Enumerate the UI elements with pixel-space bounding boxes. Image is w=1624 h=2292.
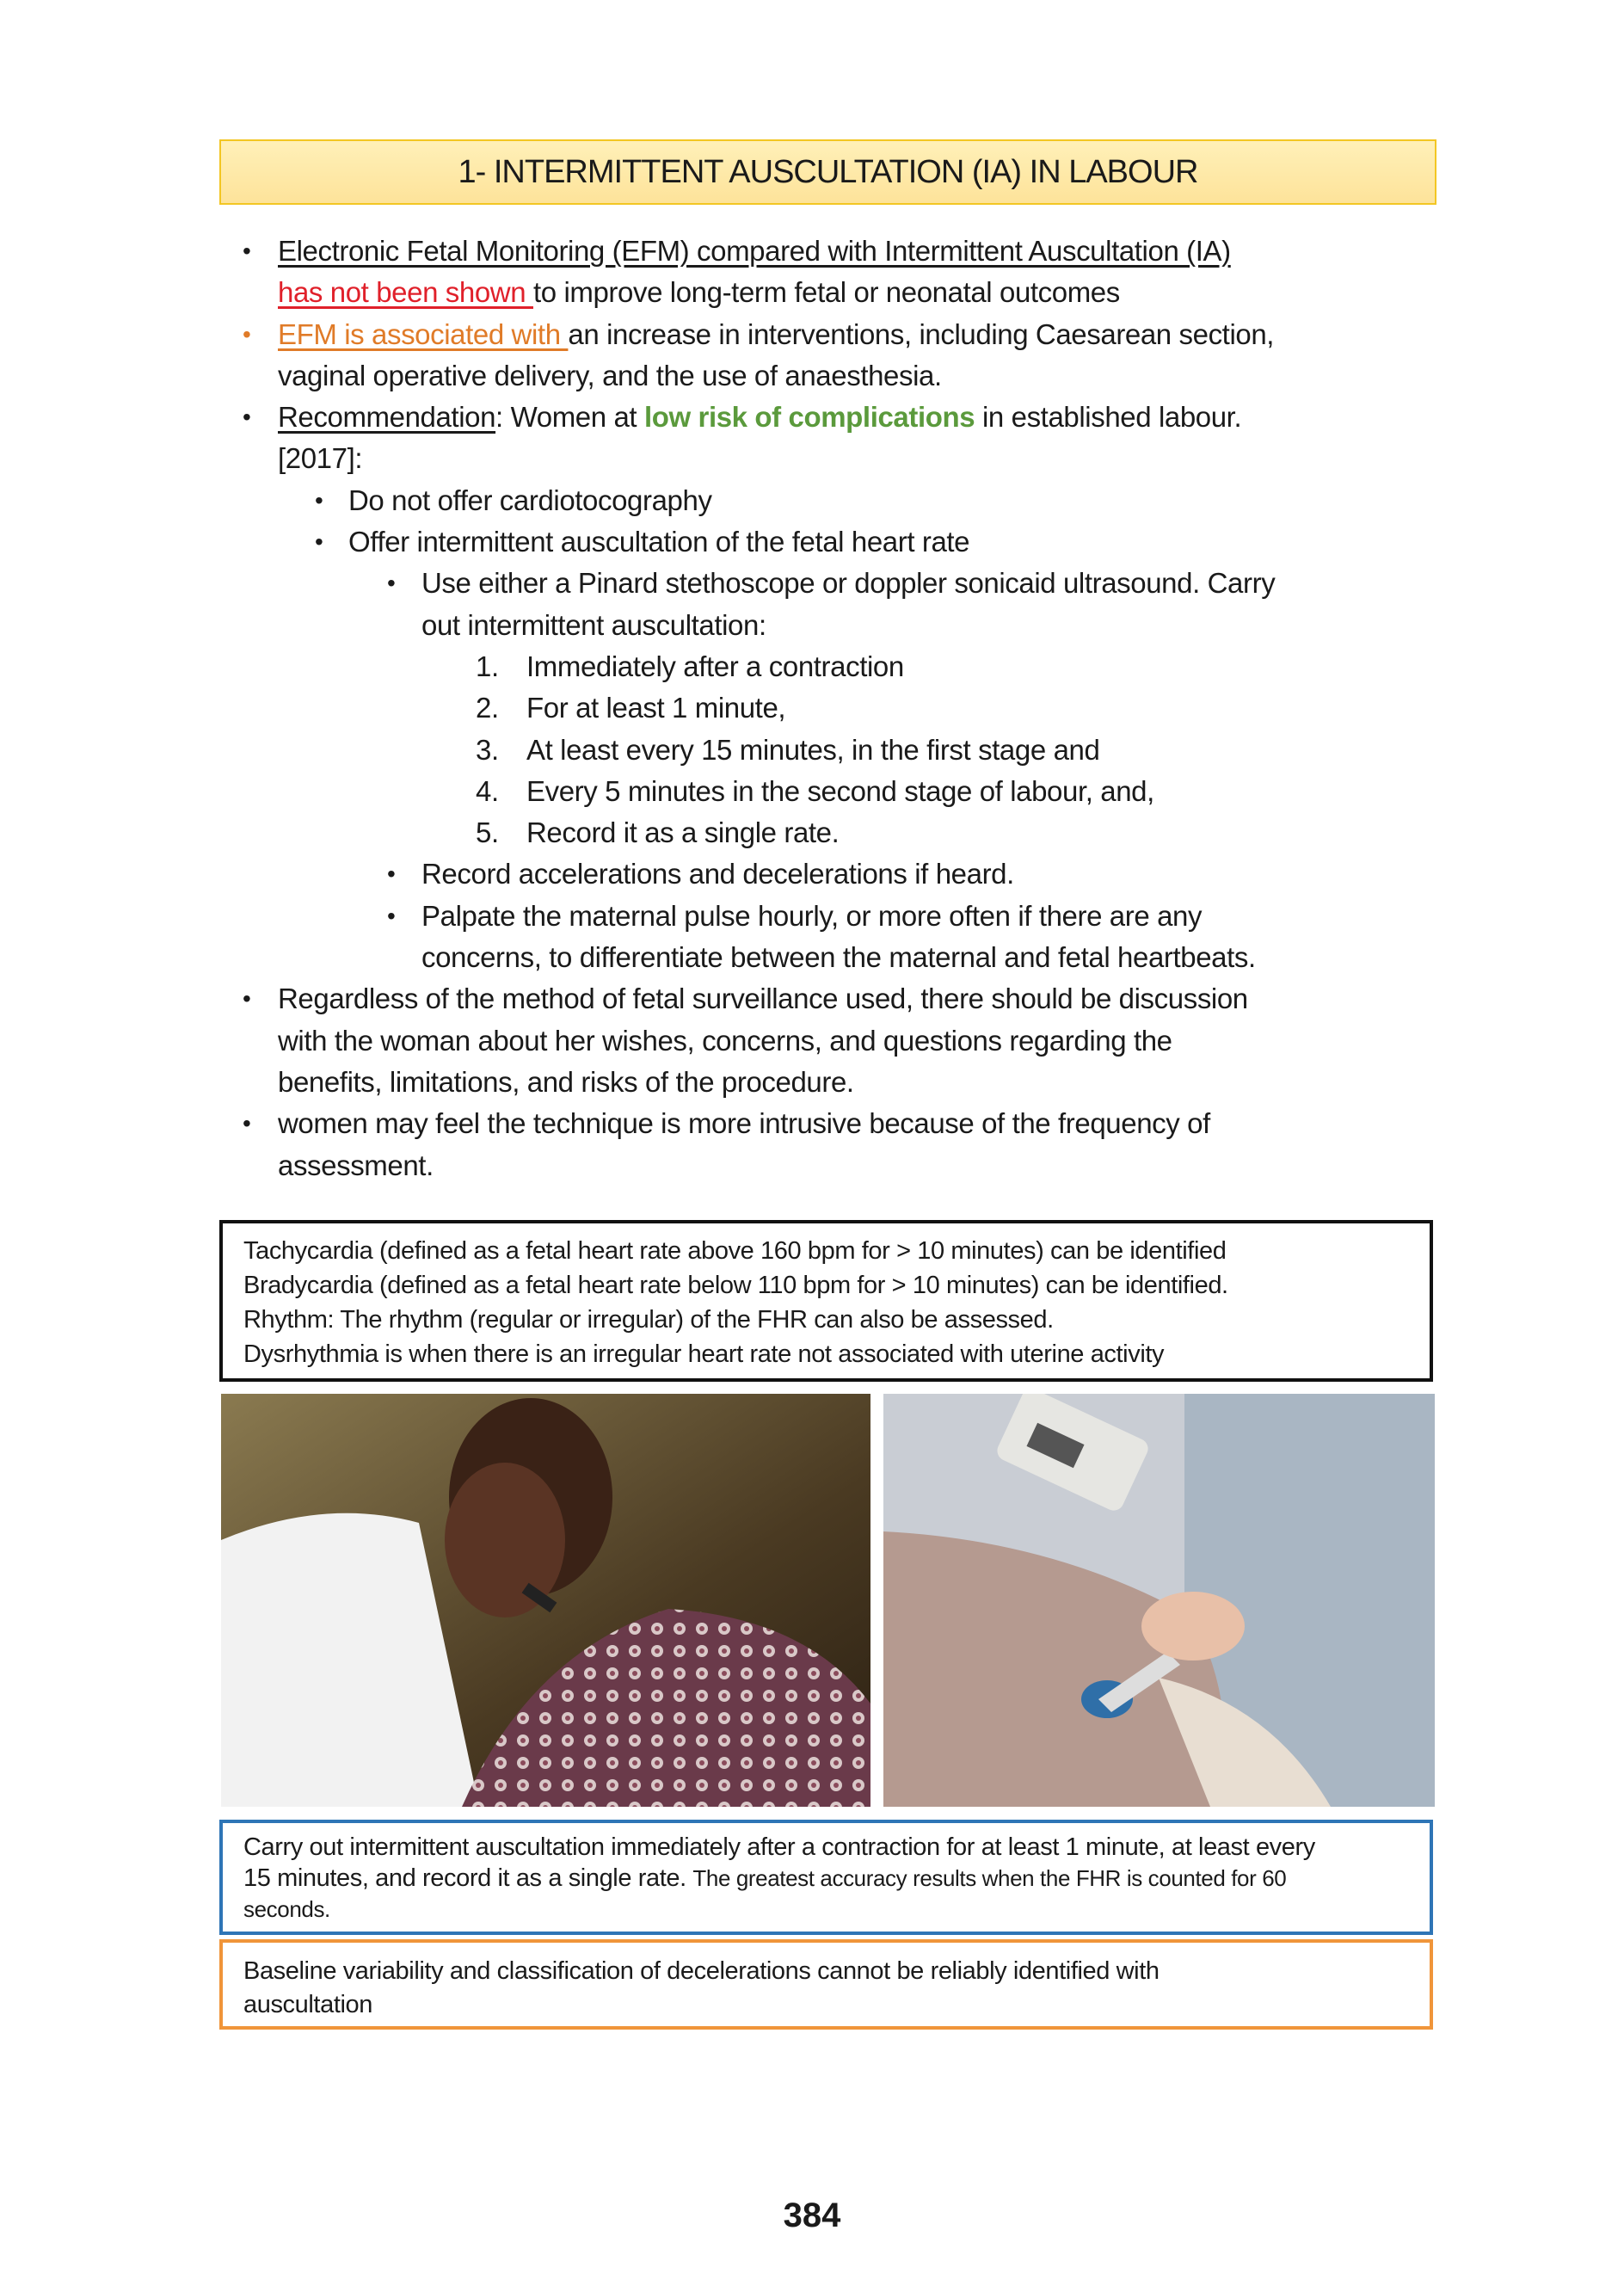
fhr-definitions-box [219,1220,1433,1382]
sub-sub-list-item [0,896,1624,937]
list-item [0,397,1624,438]
text: seconds. [243,1896,330,1922]
sub-sub-list-item [0,563,1624,604]
text: women may feel the technique is more intrusive because of the frequency of [278,1107,1210,1140]
section-title-text: 1- INTERMITTENT AUSCULTATION (IA) IN LABOUR [458,153,1198,190]
list-item-continued [0,1062,1624,1103]
sub-list-item [0,480,1624,521]
numbered-step [0,771,1624,812]
bullet-icon: • [315,528,323,556]
list-item-continued [0,605,1624,646]
list-item-continued [0,272,1624,313]
list-item-continued [0,438,1624,479]
bullet-list [0,231,1624,1186]
text: 15 minutes, and record it as a single rate. [243,1864,693,1892]
step-number: 2. [476,692,499,724]
text: At least every 15 minutes, in the first stage and [526,733,1100,766]
bullet-icon: • [315,486,323,514]
tachycardia-text: Tachycardia (defined as a fetal heart rate above 160 bpm for > 10 minutes) can be identified [243,1237,1227,1265]
bullet-icon: • [387,860,396,888]
dysrhythmia-text: Dysrhythmia is when there is an irregular heart rate not associated with uterine activity [243,1340,1165,1368]
sub-list-item [0,521,1624,563]
limitations-box [219,1939,1433,2030]
text: [2017]: [278,442,363,475]
page-number: 384 [783,2196,841,2234]
text: in established labour. [975,401,1242,434]
bullet-icon: • [243,1110,251,1137]
sub-sub-list-item [0,853,1624,895]
highlight-orange: EFM is associated with [278,317,569,350]
list-item-continued [0,1145,1624,1186]
highlight-red: has not been shown [278,276,533,309]
text: : Women at [495,401,644,434]
text: assessment. [278,1149,434,1181]
text: Offer intermittent auscultation of the fetal heart rate [348,526,970,558]
step-number: 1. [476,650,499,682]
ia-procedure-box [219,1820,1433,1935]
bradycardia-text: Bradycardia (defined as a fetal heart rate below 110 bpm for > 10 minutes) can be identified. [243,1272,1228,1299]
text: concerns, to differentiate between the maternal and fetal heartbeats. [421,941,1256,974]
text: out intermittent auscultation: [421,608,766,641]
numbered-step [0,730,1624,771]
bullet-icon: • [243,985,251,1013]
list-item [0,314,1624,355]
text: For at least 1 minute, [526,692,786,724]
text: Use either a Pinard stethoscope or doppler sonicaid ultrasound. Carry [421,567,1276,600]
list-item-continued [0,937,1624,978]
step-number: 5. [476,816,499,849]
list-item-continued [0,355,1624,397]
text: Baseline variability and classification of decelerations cannot be reliably identified with [243,1957,1160,1985]
rhythm-text: Rhythm: The rhythm (regular or irregular) of the FHR can also be assessed. [243,1306,1054,1334]
text: with the woman about her wishes, concerns, and questions regarding the [278,1024,1172,1057]
list-item-continued [0,1020,1624,1062]
text: to improve long-term fetal or neonatal outcomes [532,276,1120,309]
bullet-icon: • [243,404,251,431]
text: Carry out intermittent auscultation immediately after a contraction for at least 1 minute, at least every [243,1833,1315,1861]
highlight-green: low risk of complications [643,401,975,434]
numbered-step [0,646,1624,687]
step-number: 3. [476,733,499,766]
efm-comparison-text: Electronic Fetal Monitoring (EFM) compared with Intermittent Auscultation (IA) [278,235,1231,267]
list-item [0,1103,1624,1144]
photo-doppler-ultrasound [883,1394,1435,1807]
text: Palpate the maternal pulse hourly, or more often if there are any [421,899,1203,932]
text: Do not offer cardiotocography [348,484,712,516]
bullet-icon: • [243,237,251,264]
list-item [0,231,1624,272]
text: auscultation [243,1991,372,2018]
text: Immediately after a contraction [526,650,904,682]
step-number: 4. [476,774,499,807]
text: The greatest accuracy results when the FHR is counted for 60 [692,1865,1287,1891]
photo-pinard-stethoscope [221,1394,870,1807]
text: an increase in interventions, including Caesarean section, [568,317,1275,350]
text: Regardless of the method of fetal surveillance used, there should be discussion [278,983,1248,1015]
bullet-icon: • [387,902,396,929]
numbered-step [0,812,1624,853]
section-title [219,139,1436,205]
bullet-icon: • [387,570,396,597]
recommendation-label: Recommendation [278,401,496,434]
text: vaginal operative delivery, and the use of anaesthesia. [278,359,942,391]
text: Record accelerations and decelerations if heard. [421,858,1014,890]
text: Record it as a single rate. [526,816,840,849]
bullet-icon: • [243,320,251,348]
text: Every 5 minutes in the second stage of labour, and, [526,774,1154,807]
numbered-step [0,687,1624,729]
list-item [0,978,1624,1020]
text: benefits, limitations, and risks of the procedure. [278,1065,854,1098]
